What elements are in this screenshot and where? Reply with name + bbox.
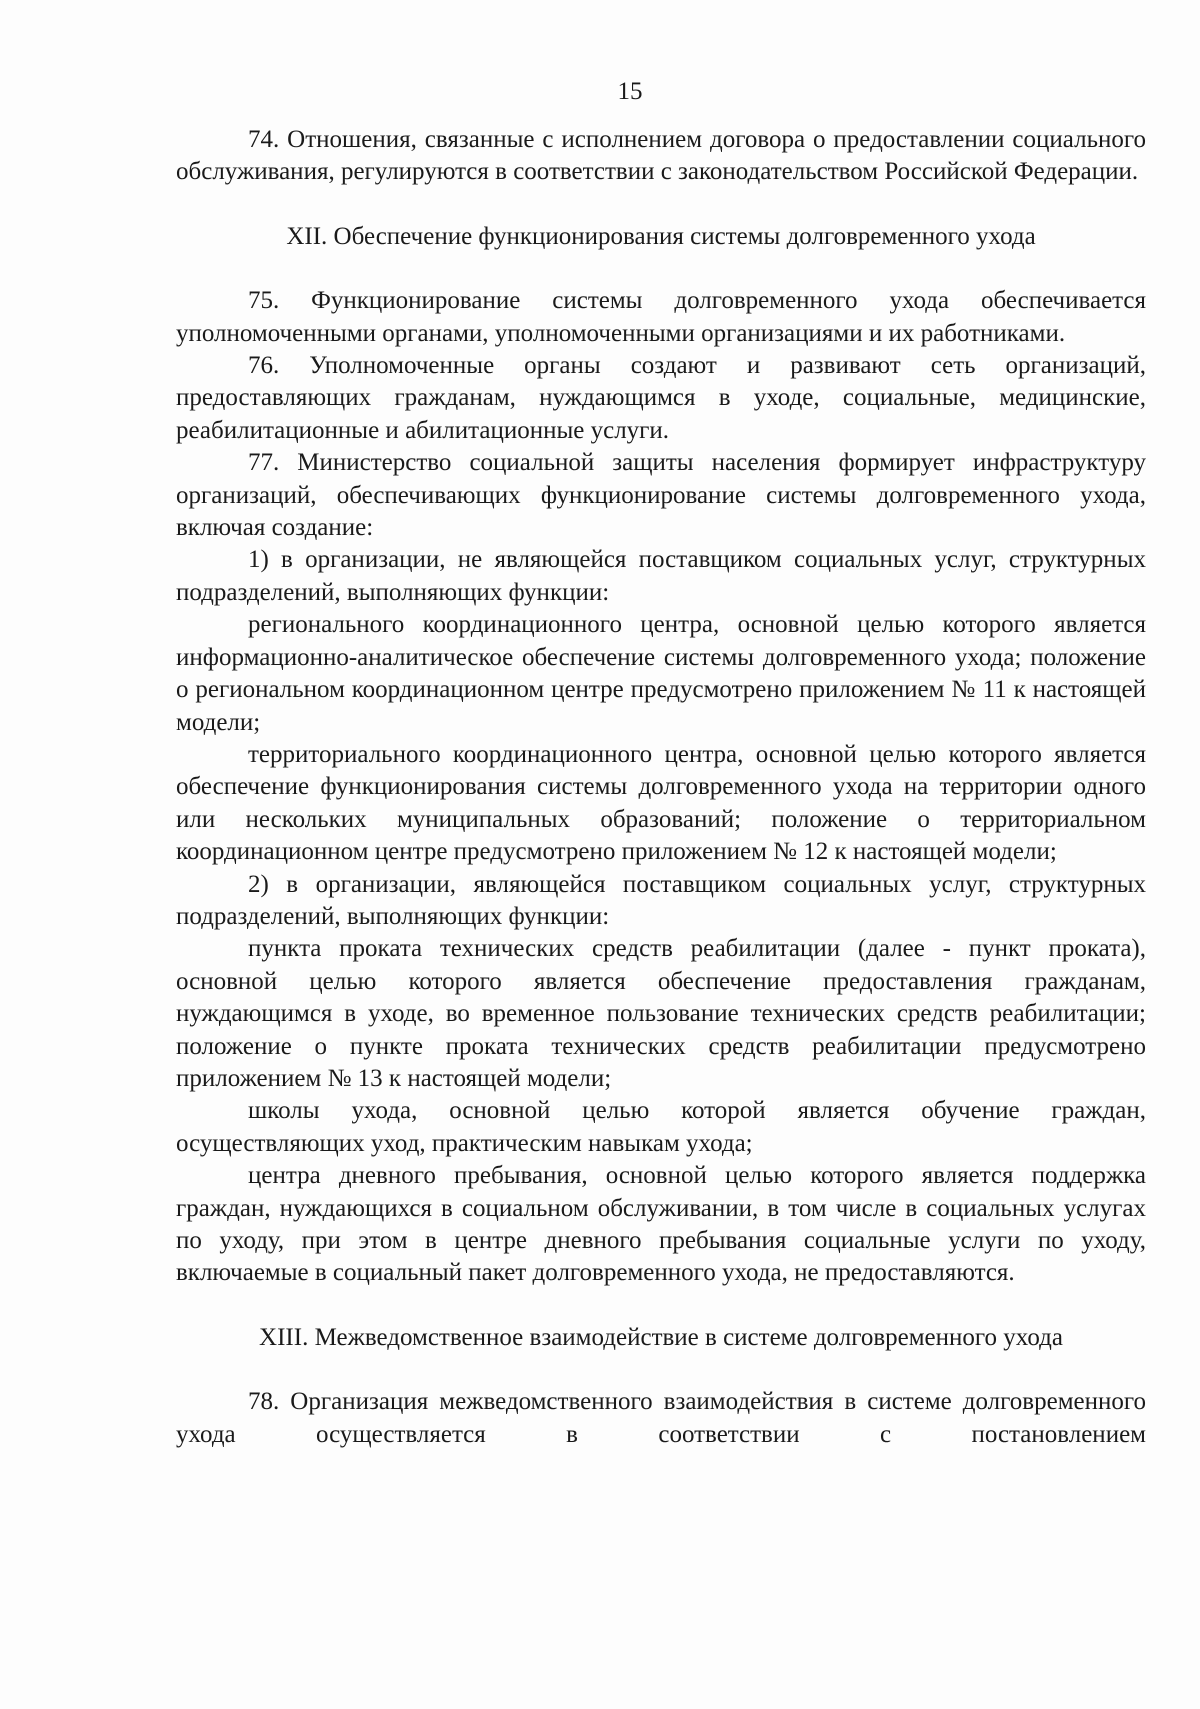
- paragraph-77-item-2-rental-point: пункта проката технических средств реабилитации (далее - пункт проката), основной целью которого является обеспечение предоставления гражданам, нуждающимся в уходе, во временное пользование технических средств реабилитации; положение о пункте проката технических средств реабилитации предусмотрено приложением № 13 к настоящей модели;: [176, 935, 1146, 1092]
- page-number: 15: [617, 78, 643, 105]
- paragraph-77-item-2: 2) в организации, являющейся поставщиком социальных услуг, структурных подразделений, выполняющих функции:: [176, 870, 1146, 930]
- paragraph-78: 78. Организация межведомственного взаимодействия в системе долговременного ухода осуществляется в соответствии с постановлением: [176, 1388, 1146, 1448]
- paragraph-77: 77. Министерство социальной защиты населения формирует инфраструктуру организаций, обеспечивающих функционирование системы долговременного ухода, включая создание:: [176, 449, 1146, 542]
- paragraph-77-item-1-regional-center: регионального координационного центра, основной целью которого является информационно-аналитическое обеспечение системы долговременного ухода; положение о региональном координационном центре предусмотрено приложением № 11 к настоящей модели;: [176, 611, 1146, 736]
- paragraph-77-item-1-territorial-center: территориального координационного центра, основной целью которого является обеспечение функционирования системы долговременного ухода на территории одного или нескольких муниципальных образований; положение о территориальном координационном центре предусмотрено приложением № 12 к настоящей модели;: [176, 740, 1146, 866]
- paragraph-77-item-2-day-center: центра дневного пребывания, основной целью которого является поддержка граждан, нуждающихся в социальном обслуживании, в том числе в социальных услугах по уходу, при этом в центре дневного пребывания социальные услуги по уходу, включаемые в социальный пакет долговременного ухода, не предоставляются.: [176, 1162, 1146, 1287]
- paragraph-74: 74. Отношения, связанные с исполнением договора о предоставлении социального обслуживания, регулируются в соответствии с законодательством Российской Федерации.: [176, 126, 1146, 186]
- paragraph-76: 76. Уполномоченные органы создают и развивают сеть организаций, предоставляющих гражданам, нуждающимся в уходе, социальные, медицинские, реабилитационные и абилитационные услуги.: [176, 352, 1146, 444]
- section-heading-xiii: XIII. Межведомственное взаимодействие в системе долговременного ухода: [259, 1323, 1063, 1351]
- paragraph-77-item-2-care-school: школы ухода, основной целью которой является обучение граждан, осуществляющих уход, практическим навыкам ухода;: [176, 1097, 1146, 1157]
- paragraph-77-item-1: 1) в организации, не являющейся поставщиком социальных услуг, структурных подразделений, выполняющих функции:: [176, 546, 1146, 606]
- section-heading-xii: XII. Обеспечение функционирования системы долговременного ухода: [286, 222, 1036, 250]
- document-body: [176, 124, 1146, 1451]
- paragraph-75: 75. Функционирование системы долговременного ухода обеспечивается уполномоченными органами, уполномоченными организациями и их работниками.: [176, 287, 1146, 347]
